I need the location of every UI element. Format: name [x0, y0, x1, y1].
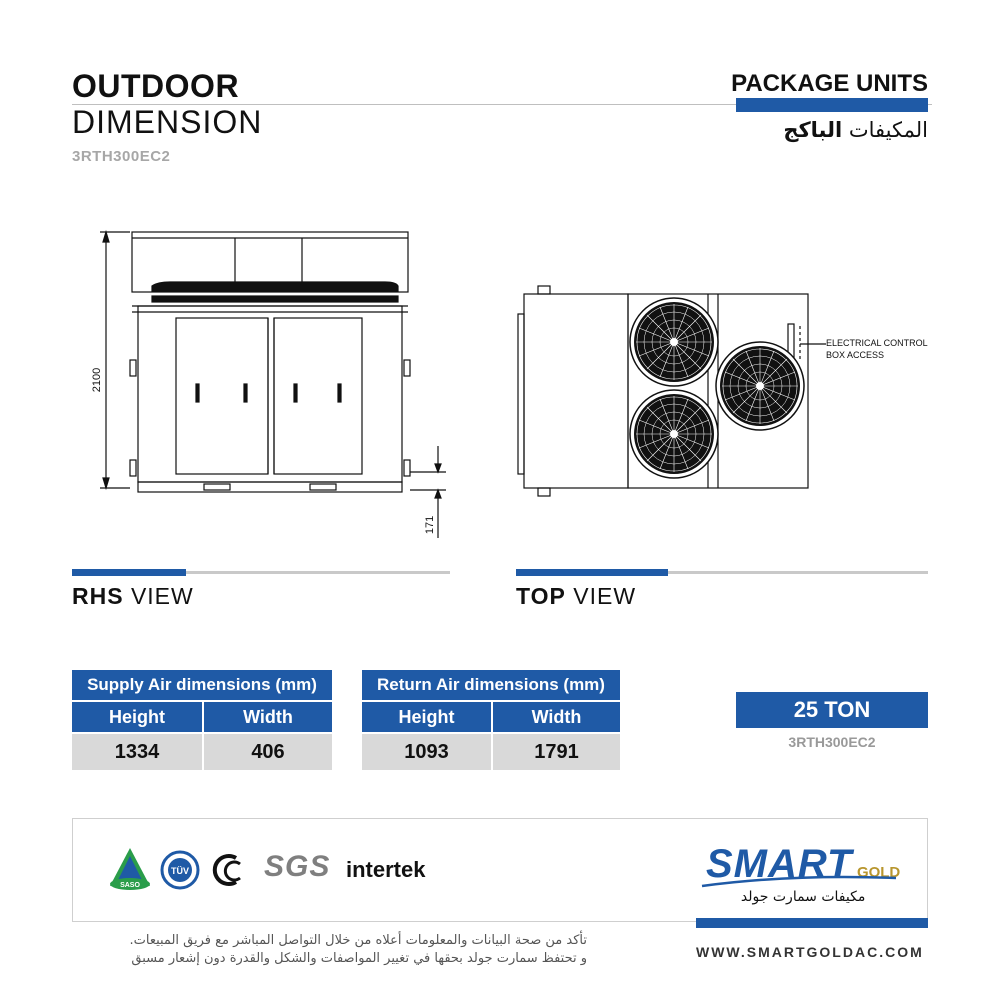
- brand-suffix: GOLD: [856, 864, 901, 881]
- website-url: WWW.SMARTGOLDAC.COM: [696, 944, 924, 960]
- rhs-view-accent: [72, 569, 186, 576]
- ce-mark-icon: [208, 850, 248, 890]
- height-dimension-label: 2100: [91, 367, 103, 393]
- top-caption-rest: VIEW: [573, 583, 637, 609]
- base-dimension-label: 171: [424, 515, 436, 535]
- disclaimer-line-2: و تحتفظ سمارت جولد بحقها في تغيير المواصفات والشكل والقدرة دون إشعار مسبق: [131, 951, 587, 966]
- supply-air-table: [72, 670, 332, 770]
- condenser-fan-1: [630, 298, 718, 386]
- return-air-title: Return Air dimensions (mm): [362, 670, 620, 700]
- category-arabic-light: المكيفات: [848, 118, 928, 142]
- footer-accent-bar: [696, 918, 928, 928]
- condenser-fan-2: [630, 390, 718, 478]
- tuv-logo: [160, 850, 200, 890]
- return-height-value: 1093: [362, 732, 491, 770]
- brand-name: SMART: [706, 842, 853, 886]
- category-title-arabic: [783, 118, 928, 142]
- top-view-drawing: [508, 284, 938, 498]
- saso-logo: [106, 846, 154, 892]
- top-view-caption: [516, 583, 636, 610]
- category-title: PACKAGE UNITS: [731, 70, 928, 97]
- condenser-fan-3: [716, 342, 804, 430]
- rhs-view-drawing: [80, 220, 460, 550]
- supply-height-header: Height: [72, 700, 202, 732]
- tuv-label: TÜV: [171, 866, 189, 876]
- supply-width-header: Width: [202, 700, 332, 732]
- brand-swoosh-icon: [700, 872, 900, 890]
- supply-height-value: 1334: [72, 732, 202, 770]
- disclaimer-line-1: تأكد من صحة البيانات والمعلومات أعلاه من خلال التواصل المباشر مع فريق المبيعات.: [129, 933, 587, 948]
- category-arabic-bold: الباكج: [783, 118, 843, 142]
- saso-label: SASO: [120, 882, 140, 889]
- return-width-header: Width: [491, 700, 620, 732]
- rhs-view-rule: [72, 571, 450, 574]
- sgs-logo: SGS: [264, 850, 331, 883]
- capacity-model: 3RTH300EC2: [788, 734, 876, 750]
- rhs-caption-rest: VIEW: [130, 583, 194, 609]
- page-subtitle: DIMENSION: [72, 104, 263, 140]
- intertek-logo: intertek: [346, 857, 426, 882]
- supply-width-value: 406: [202, 732, 332, 770]
- model-number: 3RTH300EC2: [72, 148, 171, 165]
- page-title: OUTDOOR: [72, 68, 240, 104]
- top-caption-bold: TOP: [516, 583, 566, 609]
- tonnage-badge: 25 TON: [736, 692, 928, 728]
- rhs-view-caption: [72, 583, 194, 610]
- category-accent-bar: [736, 98, 928, 112]
- callout-line-2: BOX ACCESS: [826, 350, 885, 360]
- rhs-caption-bold: RHS: [72, 583, 124, 609]
- return-width-value: 1791: [491, 732, 620, 770]
- supply-air-title: Supply Air dimensions (mm): [72, 670, 332, 700]
- brand-arabic: مكيفات سمارت جولد: [740, 889, 866, 905]
- return-air-table: [362, 670, 620, 770]
- top-view-accent: [516, 569, 668, 576]
- callout-line-1: ELECTRICAL CONTROL: [826, 338, 928, 348]
- top-view-rule: [516, 571, 928, 574]
- return-height-header: Height: [362, 700, 491, 732]
